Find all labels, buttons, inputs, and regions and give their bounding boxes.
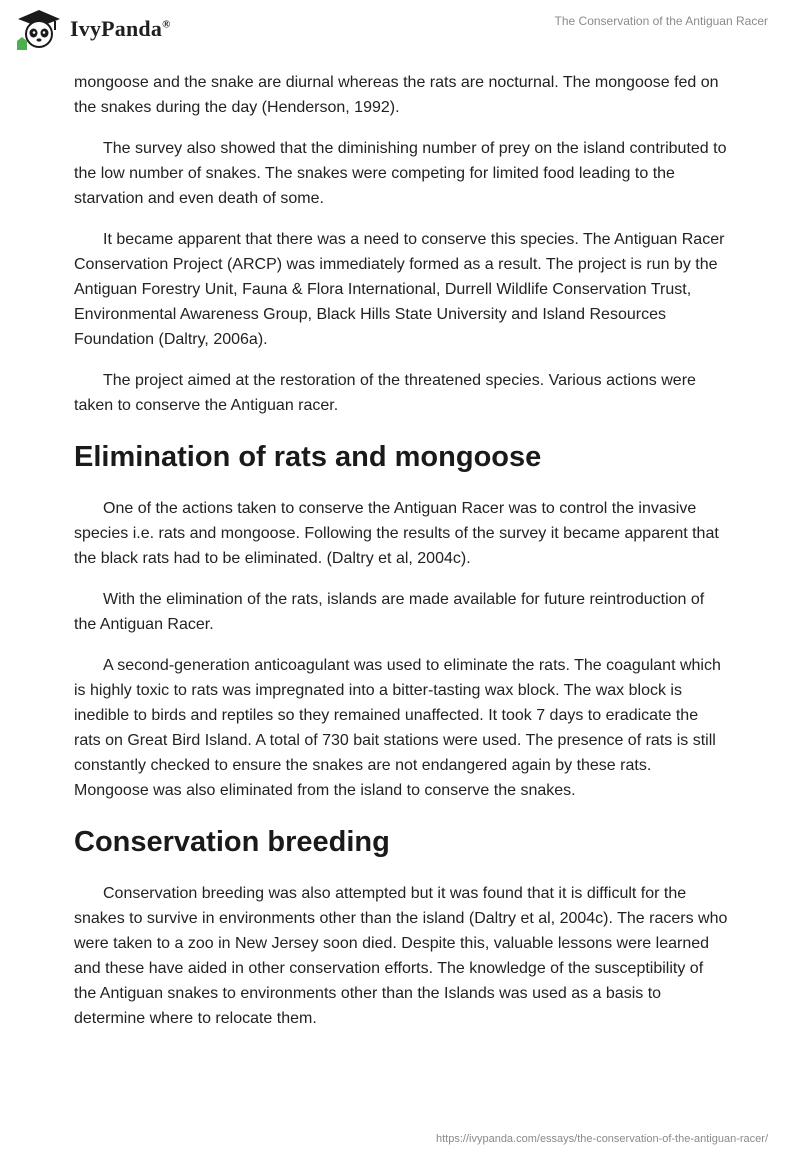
source-url[interactable]: https://ivypanda.com/essays/the-conservation-of-the-antiguan-racer/ [436, 1133, 768, 1145]
registered-mark: ® [162, 18, 171, 31]
ivypanda-logo[interactable] [14, 8, 171, 50]
paragraph: Conservation breeding was also attempted but it was found that it is difficult for the snakes to survive in environments other than the island (Daltry et al, 2004c). The racers who were taken to a zoo in New Jersey soon died. Despite this, valuable lessons were learned and these have aided in other conservation efforts. The knowledge of the susceptibility of the Antiguan snakes to environments other than the Islands was used as a basis to determine where to relocate them. [74, 885, 728, 1027]
paragraph: The project aimed at the restoration of the threatened species. Various actions were taken to conserve the Antiguan racer. [74, 372, 696, 414]
paragraph: The survey also showed that the diminishing number of prey on the island contributed to the low number of snakes. The snakes were competing for limited food leading to the starvation and even death of some. [74, 140, 727, 207]
page-header [0, 0, 800, 60]
paragraph: With the elimination of the rats, islands are made available for future reintroduction of the Antiguan Racer. [74, 591, 705, 633]
paragraph: mongoose and the snake are diurnal whereas the rats are nocturnal. The mongoose fed on the snakes during the day (Henderson, 1992). [74, 74, 719, 116]
paragraph: It became apparent that there was a need to conserve this species. The Antiguan Racer Conservation Project (ARCP) was immediately formed as a result. The project is run by the Antiguan Forestry Unit, Fauna & Flora International, Durrell Wildlife Conservation Trust, Environmental Awareness Group, Black Hills State University and Island Resources Foundation (Daltry, 2006a). [74, 231, 725, 348]
paragraph: One of the actions taken to conserve the Antiguan Racer was to control the invasive species i.e. rats and mongoose. Following the results of the survey it became apparent that the black rats had to be eliminated. (Daltry et al, 2004c). [74, 500, 719, 567]
paragraph: A second-generation anticoagulant was used to eliminate the rats. The coagulant which is highly toxic to rats was impregnated into a bitter-tasting wax block. The wax block is inedible to birds and reptiles so they remained unaffected. It took 7 days to eradicate the rats on Great Bird Island. A total of 730 bait stations were used. The presence of rats is still constantly checked to ensure the snakes are not endangered again by these rats. Mongoose was also eliminated from the island to conserve the snakes. [74, 657, 721, 799]
panda-graduation-cap-icon [14, 8, 64, 50]
brand-name: IvyPanda® [70, 16, 171, 41]
section-heading: Elimination of rats and mongoose [74, 441, 542, 473]
essay-content [74, 70, 729, 1047]
document-title: The Conservation of the Antiguan Racer [554, 14, 768, 28]
section-heading: Conservation breeding [74, 826, 390, 858]
